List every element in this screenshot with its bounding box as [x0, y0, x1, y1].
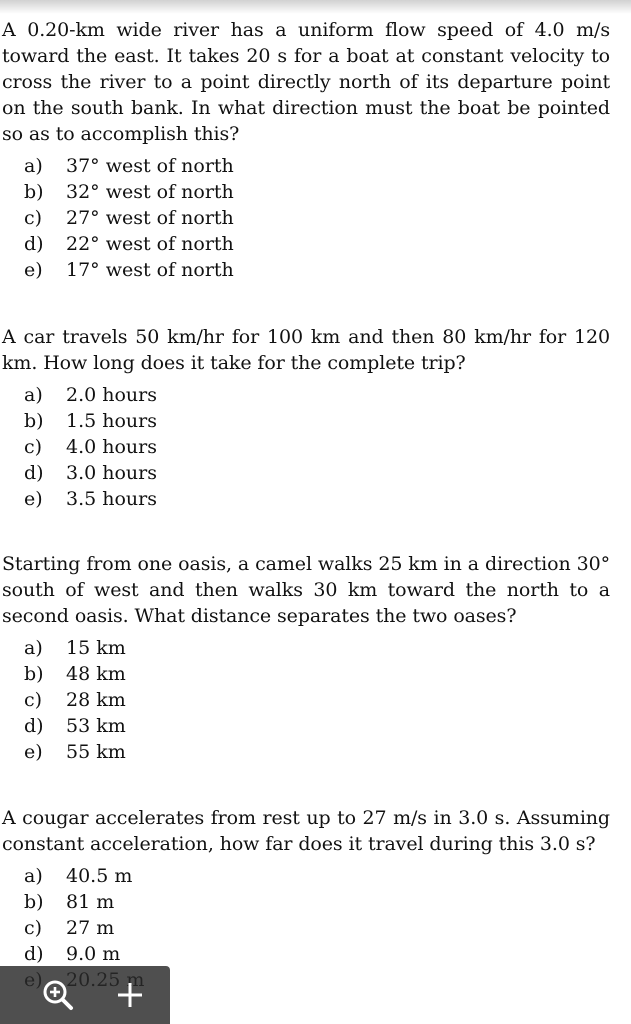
- answer-option: [24, 863, 610, 889]
- option-text: 40.5 m: [66, 865, 133, 887]
- option-letter: e): [24, 259, 43, 281]
- option-letter: c): [24, 917, 43, 939]
- option-text: 1.5 hours: [66, 410, 158, 432]
- option-text: 4.0 hours: [66, 436, 158, 458]
- answer-option: [24, 460, 610, 486]
- option-text: 81 m: [66, 891, 115, 913]
- answer-option: [24, 205, 610, 231]
- option-letter: c): [24, 207, 43, 229]
- answer-option: [24, 434, 610, 460]
- option-letter: d): [24, 233, 44, 255]
- question-3: [2, 551, 610, 765]
- option-text: 55 km: [66, 741, 126, 763]
- answer-options: [2, 153, 610, 283]
- option-letter: d): [24, 943, 44, 965]
- question-4: [2, 805, 610, 993]
- question-text: Starting from one oasis, a camel walks 25 km in a direction 30° south of west and then walks 30 km toward the north to a second oasis. What distance separates the two oases?: [2, 553, 610, 627]
- answer-option: [24, 713, 610, 739]
- answer-option: [24, 486, 610, 512]
- option-letter: c): [24, 436, 43, 458]
- answer-option: [24, 739, 610, 765]
- answer-option: [24, 408, 610, 434]
- answer-options: [2, 635, 610, 765]
- answer-option: [24, 687, 610, 713]
- zoom-in-icon: [41, 978, 75, 1012]
- option-text: 3.0 hours: [66, 462, 158, 484]
- option-letter: b): [24, 663, 44, 685]
- option-letter: e): [24, 741, 43, 763]
- answer-option: [24, 915, 610, 941]
- top-shadow: [0, 0, 631, 14]
- answer-option: [24, 635, 610, 661]
- option-letter: e): [24, 488, 43, 510]
- option-text: 32° west of north: [66, 181, 234, 203]
- option-letter: d): [24, 462, 44, 484]
- image-viewer-toolbar: [0, 966, 170, 1024]
- answer-option: [24, 231, 610, 257]
- plus-icon: [115, 980, 145, 1010]
- answer-option: [24, 257, 610, 283]
- option-letter: b): [24, 891, 44, 913]
- answer-options: [2, 382, 610, 512]
- question-text: A cougar accelerates from rest up to 27 m/s in 3.0 s. Assuming constant acceleration, how far does it travel during this 3.0 s?: [2, 807, 610, 855]
- option-letter: c): [24, 689, 43, 711]
- zoom-in-button[interactable]: [28, 966, 88, 1024]
- option-text: 53 km: [66, 715, 126, 737]
- option-text: 22° west of north: [66, 233, 234, 255]
- option-text: 37° west of north: [66, 155, 234, 177]
- answer-option: [24, 153, 610, 179]
- option-text: 15 km: [66, 637, 126, 659]
- add-button[interactable]: [100, 966, 160, 1024]
- option-text: 48 km: [66, 663, 126, 685]
- option-text: 3.5 hours: [66, 488, 158, 510]
- option-text: 2.0 hours: [66, 384, 158, 406]
- option-letter: b): [24, 181, 44, 203]
- question-text: A 0.20-km wide river has a uniform flow speed of 4.0 m/s toward the east. It takes 20 s for a boat at constant velocity to cross the river to a point directly north of its departure point on the south bank. In what direction must the boat be pointed so as to accomplish this?: [2, 19, 610, 145]
- option-letter: b): [24, 410, 44, 432]
- option-letter: d): [24, 715, 44, 737]
- answer-option: [24, 179, 610, 205]
- option-text: 28 km: [66, 689, 126, 711]
- option-letter: a): [24, 865, 43, 887]
- question-1: [2, 17, 610, 283]
- option-letter: a): [24, 384, 43, 406]
- answer-option: [24, 382, 610, 408]
- option-text: 17° west of north: [66, 259, 234, 281]
- question-2: [2, 324, 610, 512]
- answer-option: [24, 889, 610, 915]
- option-letter: a): [24, 637, 43, 659]
- option-text: 27° west of north: [66, 207, 234, 229]
- option-letter: a): [24, 155, 43, 177]
- answer-option: [24, 661, 610, 687]
- option-text: 27 m: [66, 917, 115, 939]
- answer-option: [24, 941, 610, 967]
- question-text: A car travels 50 km/hr for 100 km and then 80 km/hr for 120 km. How long does it take for the complete trip?: [2, 326, 610, 374]
- option-text: 9.0 m: [66, 943, 121, 965]
